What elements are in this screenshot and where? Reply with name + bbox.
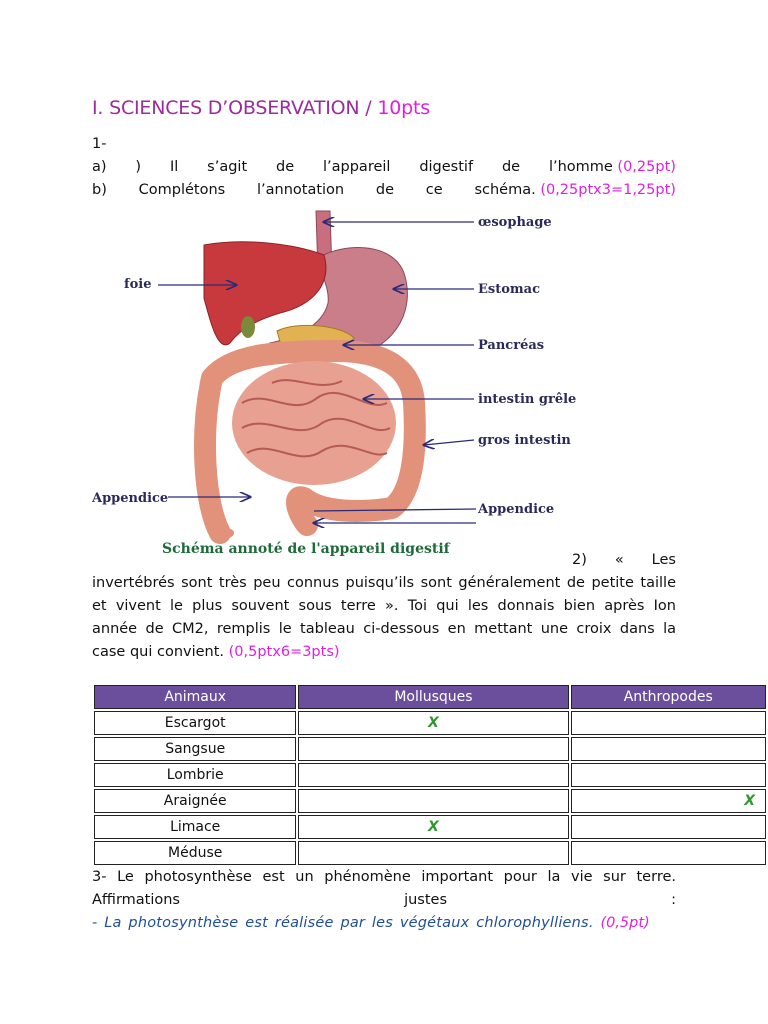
cell-mollusques[interactable] [298, 789, 568, 813]
gallbladder-shape [241, 316, 255, 338]
q1a-line [92, 156, 676, 178]
cell-anthropodes[interactable] [571, 737, 766, 761]
q3-word: un [295, 869, 314, 885]
cell-anthropodes[interactable]: X [571, 789, 766, 813]
header-animaux: Animaux [94, 685, 296, 709]
section-title-text: I. SCIENCES D’OBSERVATION / [92, 97, 378, 119]
cell-mollusques[interactable]: X [298, 815, 568, 839]
q3-word: phénomène [324, 869, 411, 885]
header-anthropodes: Anthropodes [571, 685, 766, 709]
q1a-word: digestif [419, 159, 474, 175]
q2-line: invertébrés sont très peu connus puisqu’ils sont généralement de petite taille [92, 575, 676, 591]
q1a-word: a) [92, 159, 107, 175]
cell-animal: Limace [94, 815, 296, 839]
classification-table [92, 683, 768, 867]
table-row [94, 841, 766, 865]
cell-anthropodes[interactable] [571, 841, 766, 865]
q3-line [92, 866, 676, 888]
q1b-line [92, 179, 676, 201]
cell-mollusques[interactable] [298, 737, 568, 761]
section-points: 10pts [377, 97, 430, 119]
q3-word: Affirmations [92, 892, 180, 908]
q1b-word: schéma. [474, 182, 536, 198]
q2-line: case qui convient. [92, 644, 229, 660]
q1a-word: l’appareil [323, 159, 391, 175]
q3-answer-points: (0,5pt) [600, 915, 650, 931]
q1b-word: ce [425, 182, 443, 198]
q2-word: Les [651, 552, 676, 568]
cell-mollusques[interactable] [298, 763, 568, 787]
label-estomac: Estomac [478, 282, 540, 297]
q1a-word: l’homme [548, 159, 613, 175]
cell-mollusques[interactable]: X [298, 711, 568, 735]
header-mollusques: Mollusques [298, 685, 568, 709]
cell-animal: Sangsue [94, 737, 296, 761]
cell-anthropodes[interactable] [571, 711, 766, 735]
q1a-points: (0,25pt) [617, 159, 676, 175]
label-appendice-left: Appendice [92, 491, 169, 506]
label-appendice-right: Appendice [478, 502, 555, 517]
q1b-word: Complétons [138, 182, 226, 198]
section-title [92, 97, 430, 119]
q1-number: 1- [92, 136, 107, 152]
q1a-word: s’agit [207, 159, 248, 175]
digestive-system-diagram [92, 203, 592, 563]
q2-word: « [614, 552, 624, 568]
q1a-word: de [276, 159, 295, 175]
cell-animal: Lombrie [94, 763, 296, 787]
q3-word: justes [404, 892, 448, 908]
label-gros-intestin: gros intestin [478, 433, 571, 448]
q1b-points: (0,25ptx3=1,25pt) [540, 182, 676, 198]
q1b-word: l’annotation [256, 182, 345, 198]
q1b-word: de [375, 182, 394, 198]
table-row [94, 763, 766, 787]
q3-word: pour [503, 869, 537, 885]
diagram-caption: Schéma annoté de l'appareil digestif [162, 541, 450, 557]
table-row [94, 711, 766, 735]
q3-word: : [671, 892, 676, 908]
q2-word: 2) [572, 552, 587, 568]
table-row [94, 815, 766, 839]
q3-word: 3- [92, 869, 107, 885]
q3-word: photosynthèse [144, 869, 252, 885]
cell-animal: Escargot [94, 711, 296, 735]
q1a-word: Il [169, 159, 179, 175]
q3-word: est [262, 869, 285, 885]
q3-word: important [421, 869, 494, 885]
q3-word: terre. [636, 869, 676, 885]
q3-word: la [547, 869, 561, 885]
q3-answer [92, 912, 676, 934]
q3-answer-text: - La photosynthèse est réalisée par les végétaux chlorophylliens. [92, 915, 601, 931]
table-row [94, 789, 766, 813]
q1a-word: de [501, 159, 521, 175]
cell-mollusques[interactable] [298, 841, 568, 865]
q2-paragraph [92, 549, 676, 664]
label-pancreas: Pancréas [478, 338, 545, 353]
q3-word: Le [117, 869, 134, 885]
q3-word: vie [571, 869, 593, 885]
table-row [94, 737, 766, 761]
q2-line: et vivent le plus souvent sous terre ». Toi qui les donnais bien après Ion [92, 598, 676, 614]
q2-points: (0,5ptx6=3pts) [228, 644, 340, 660]
cell-animal: Méduse [94, 841, 296, 865]
q3-word: sur [603, 869, 626, 885]
label-oesophage: œsophage [478, 215, 552, 230]
q2-line: année de CM2, remplis le tableau ci-dessous en mettant une croix dans la [92, 621, 676, 637]
cell-animal: Araignée [94, 789, 296, 813]
cell-anthropodes[interactable] [571, 763, 766, 787]
label-intestin-grele: intestin grêle [478, 392, 577, 407]
q3-affirmations-line [92, 889, 676, 911]
q1b-word: b) [92, 182, 107, 198]
table-header-row [94, 685, 766, 709]
label-foie: foie [124, 277, 152, 292]
q1a-word: ) [135, 159, 142, 175]
cell-anthropodes[interactable] [571, 815, 766, 839]
